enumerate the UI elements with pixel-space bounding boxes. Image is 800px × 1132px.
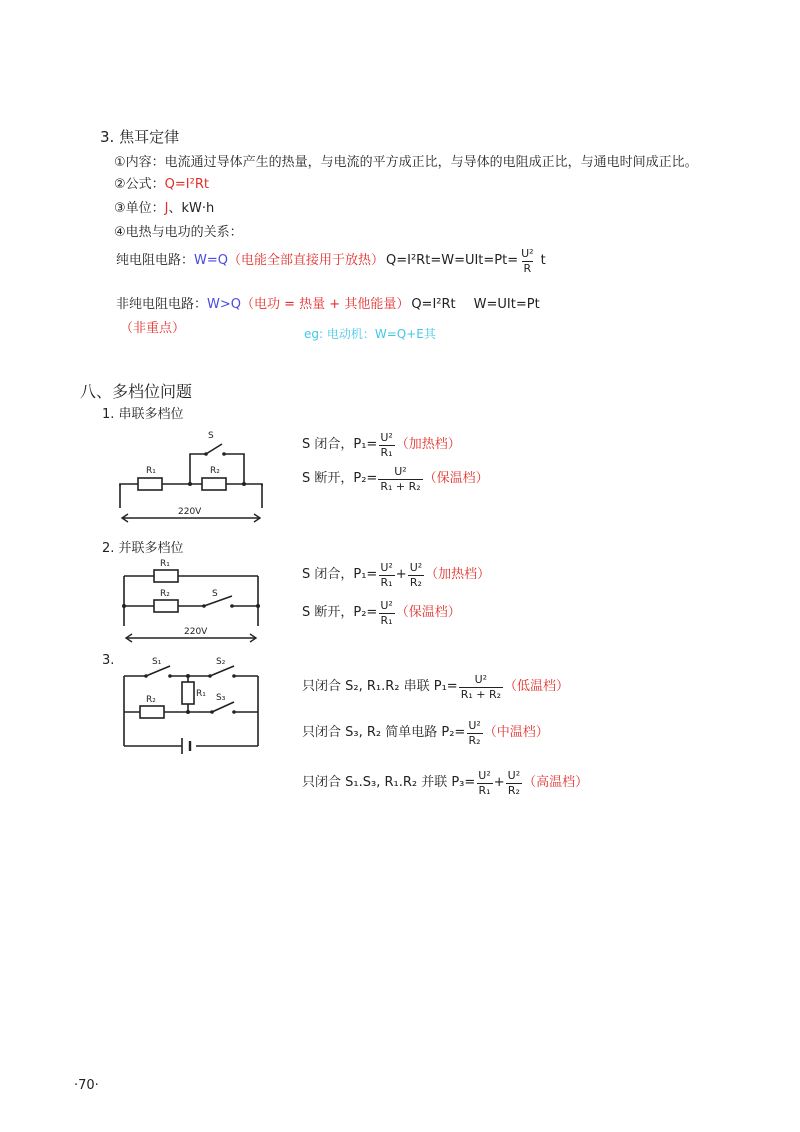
relation-heading: ④电热与电功的关系： <box>114 225 243 240</box>
resistor-r2 <box>154 600 178 612</box>
pure-equation: Q=I²Rt=W=UIt=Pt= <box>386 253 519 268</box>
nonpure-eq2: W=UIt=Pt <box>473 297 540 312</box>
third-mid-pre: 只闭合 S₃, R₂ 简单电路 P₂= <box>302 725 466 740</box>
series-closed-line <box>302 428 461 462</box>
third-line-mid <box>302 716 549 750</box>
fraction-num: U² <box>380 560 393 574</box>
parallel-open-fraction <box>378 599 394 628</box>
pure-num: U² <box>521 246 534 260</box>
series-closed-fraction <box>378 431 394 460</box>
pure-w-eq-q: W=Q <box>194 253 228 268</box>
third-line-low <box>302 670 569 704</box>
series-heating-tag: （加热档） <box>395 437 461 452</box>
nonpure-note: （电功 = 热量 + 其他能量） <box>241 297 410 312</box>
joule-formula-line <box>114 176 209 194</box>
third-low-fraction <box>459 673 503 702</box>
parallel-switch-label: S <box>212 589 218 599</box>
fraction-num: U² <box>380 430 393 444</box>
resistor-r2 <box>202 478 226 490</box>
parallel-voltage-label: 220V <box>184 627 208 637</box>
s3-label: S₃ <box>216 693 226 703</box>
fraction-den: R₂ <box>468 733 481 747</box>
third-high-fraction-a <box>476 769 492 798</box>
fraction-num: U² <box>474 672 488 686</box>
plus-sign: + <box>493 775 505 790</box>
pure-fraction <box>519 247 535 276</box>
fraction-den: R₁ <box>380 575 393 589</box>
parallel-open-line <box>302 596 461 630</box>
third-r1-label: R₁ <box>196 689 206 699</box>
s2-label: S₂ <box>216 657 226 667</box>
joule-unit-line <box>114 200 214 218</box>
third-high-pre: 只闭合 S₁.S₃, R₁.R₂ 并联 P₃= <box>302 775 476 790</box>
series-voltage-label: 220V <box>178 507 202 517</box>
parallel-title: 2. 并联多档位 <box>102 541 184 556</box>
resistor-r1 <box>138 478 162 490</box>
section-title-joule: 3. 焦耳定律 <box>100 128 180 146</box>
section-title-multigear: 八、多档位问题 <box>80 382 193 401</box>
fraction-num: U² <box>478 768 491 782</box>
pure-den: R <box>523 261 532 275</box>
resistor-r1 <box>182 682 194 704</box>
fraction-den: R₁ + R₂ <box>460 687 502 701</box>
parallel-closed-line <box>302 558 490 592</box>
unit-joule: J <box>164 201 169 216</box>
series-open-fraction <box>378 465 422 494</box>
fraction-den: R₂ <box>409 575 422 589</box>
parallel-r1-label: R₁ <box>160 559 170 569</box>
fraction-den: R₁ <box>478 783 491 797</box>
joule-formula: Q=I²Rt <box>164 177 209 192</box>
parallel-open-pre: S 断开，P₂= <box>302 605 378 620</box>
third-title: 3. <box>102 653 115 668</box>
fraction-num: U² <box>468 718 481 732</box>
parallel-closed-fraction-b <box>408 561 424 590</box>
series-title: 1. 串联多档位 <box>102 407 184 422</box>
resistor-r1 <box>154 570 178 582</box>
third-line-high <box>302 766 588 800</box>
high-temp-tag: （高温档） <box>523 775 589 790</box>
formula-label: ②公式： <box>114 177 165 192</box>
third-high-fraction-b <box>506 769 522 798</box>
third-low-pre: 只闭合 S₂, R₁.R₂ 串联 P₁= <box>302 679 458 694</box>
pure-note: （电能全部直接用于放热） <box>228 253 385 268</box>
fraction-num: U² <box>409 560 423 574</box>
parallel-r2-label: R₂ <box>160 589 170 599</box>
non-key-note: （非重点） <box>120 321 186 336</box>
nonpure-label: 非纯电阻电路： <box>116 297 208 312</box>
fraction-den: R₁ <box>380 613 393 627</box>
parallel-closed-fraction-a <box>378 561 394 590</box>
fraction-num: U² <box>380 598 393 612</box>
third-mid-fraction <box>466 719 482 748</box>
parallel-warm-tag: （保温档） <box>395 605 461 620</box>
third-r2-label: R₂ <box>146 695 156 705</box>
parallel-circuit-diagram <box>116 556 270 646</box>
motor-example: eg: 电动机：W=Q+E其 <box>304 327 436 341</box>
resistor-r2 <box>140 706 164 718</box>
fraction-num: U² <box>394 464 407 478</box>
nonpure-eq1: Q=I²Rt <box>411 297 456 312</box>
unit-kwh: 、kW·h <box>168 201 215 216</box>
series-open-line <box>302 462 489 496</box>
fraction-den: R₂ <box>507 783 520 797</box>
joule-content: ①内容：电流通过导体产生的热量，与电流的平方成正比，与导体的电阻成正比，与通电时间成正比。 <box>114 155 698 170</box>
series-switch-label: S <box>208 431 214 441</box>
fraction-den: R₁ <box>380 445 393 459</box>
series-r1-label: R₁ <box>146 466 156 476</box>
s1-label: S₁ <box>152 657 162 667</box>
plus-sign: + <box>395 567 407 582</box>
fraction-num: U² <box>507 768 521 782</box>
series-r2-label: R₂ <box>210 466 220 476</box>
parallel-heating-tag: （加热档） <box>425 567 491 582</box>
page-number: ·70· <box>74 1078 99 1093</box>
mid-temp-tag: （中温档） <box>483 725 549 740</box>
nonpure-line <box>116 296 540 314</box>
parallel-closed-pre: S 闭合，P₁= <box>302 567 378 582</box>
fraction-den: R₁ + R₂ <box>380 479 421 493</box>
pure-t: t <box>540 253 546 268</box>
series-warm-tag: （保温档） <box>423 471 489 486</box>
low-temp-tag: （低温档） <box>504 679 570 694</box>
pure-resistance-line <box>116 244 546 278</box>
pure-label: 纯电阻电路： <box>116 253 195 268</box>
unit-label: ③单位： <box>114 201 165 216</box>
series-closed-pre: S 闭合，P₁= <box>302 437 378 452</box>
nonpure-w-gt-q: W>Q <box>207 297 241 312</box>
series-open-pre: S 断开，P₂= <box>302 471 378 486</box>
three-switch-circuit-diagram <box>116 652 266 758</box>
series-circuit-diagram <box>112 424 272 530</box>
